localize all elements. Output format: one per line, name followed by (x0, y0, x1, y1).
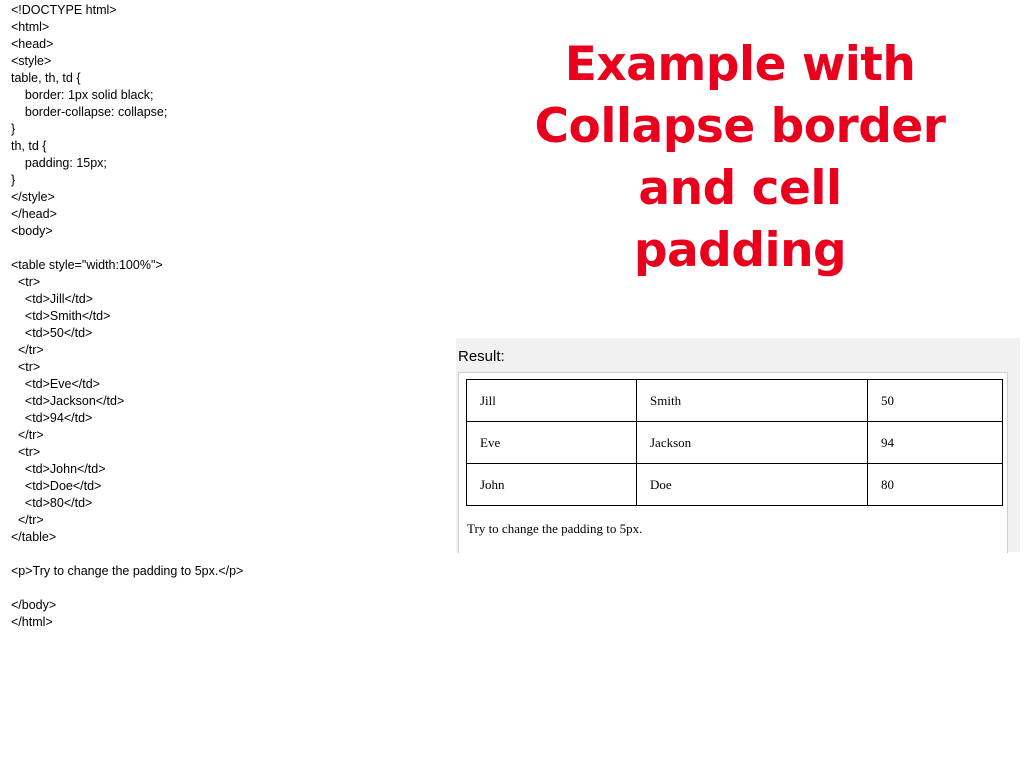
code-line: </tr> (11, 428, 44, 442)
result-label: Result: (458, 348, 505, 365)
code-line: <body> (11, 224, 53, 238)
code-line (11, 546, 431, 563)
code-line: border-collapse: collapse; (11, 105, 168, 119)
code-line: border: 1px solid black; (11, 88, 154, 102)
result-panel (456, 338, 1020, 552)
code-line: </tr> (11, 513, 44, 527)
table-cell: Eve (467, 422, 637, 464)
code-line: </table> (11, 530, 57, 544)
code-line: </style> (11, 190, 55, 204)
code-line: </tr> (11, 343, 44, 357)
slide-title (500, 34, 980, 282)
table-row (467, 422, 1003, 464)
code-line (11, 580, 431, 597)
code-line: <style> (11, 54, 52, 68)
code-line: <td>Jackson</td> (11, 394, 125, 408)
code-line: </html> (11, 615, 53, 629)
code-line: <td>Smith</td> (11, 309, 111, 323)
code-line: table, th, td { (11, 71, 81, 85)
code-line: </body> (11, 598, 57, 612)
code-line: <html> (11, 20, 50, 34)
code-line: <td>94</td> (11, 411, 93, 425)
title-line: padding (633, 223, 847, 278)
code-line: <td>50</td> (11, 326, 93, 340)
code-line: <td>Eve</td> (11, 377, 100, 391)
result-note: Try to change the padding to 5px. (467, 521, 643, 536)
code-line: <td>John</td> (11, 462, 106, 476)
result-output (458, 372, 1008, 553)
code-line: <!DOCTYPE html> (11, 3, 117, 17)
table-cell: Jackson (637, 422, 868, 464)
code-line (11, 240, 431, 257)
table-cell: John (467, 464, 637, 506)
code-line: padding: 15px; (11, 156, 107, 170)
title-line: Collapse border (534, 99, 946, 154)
code-line: <tr> (11, 360, 41, 374)
table-cell: Doe (637, 464, 868, 506)
result-table (466, 379, 1003, 506)
table-cell: Smith (637, 380, 868, 422)
table-cell: Jill (467, 380, 637, 422)
code-line: } (11, 173, 16, 187)
table-row (467, 464, 1003, 506)
code-line: <td>Doe</td> (11, 479, 102, 493)
title-line: and cell (638, 161, 842, 216)
code-line: <tr> (11, 445, 41, 459)
table-row (467, 380, 1003, 422)
code-line: <table style="width:100%"> (11, 258, 163, 272)
code-listing (11, 2, 431, 631)
title-line: Example with (564, 37, 916, 92)
table-cell: 80 (868, 464, 1003, 506)
code-line: } (11, 122, 16, 136)
code-line: <p>Try to change the padding to 5px.</p> (11, 564, 244, 578)
table-cell: 50 (868, 380, 1003, 422)
code-line: <td>Jill</td> (11, 292, 93, 306)
code-line: <head> (11, 37, 54, 51)
code-line: <td>80</td> (11, 496, 93, 510)
code-line: </head> (11, 207, 57, 221)
table-cell: 94 (868, 422, 1003, 464)
code-line: <tr> (11, 275, 41, 289)
code-line: th, td { (11, 139, 47, 153)
